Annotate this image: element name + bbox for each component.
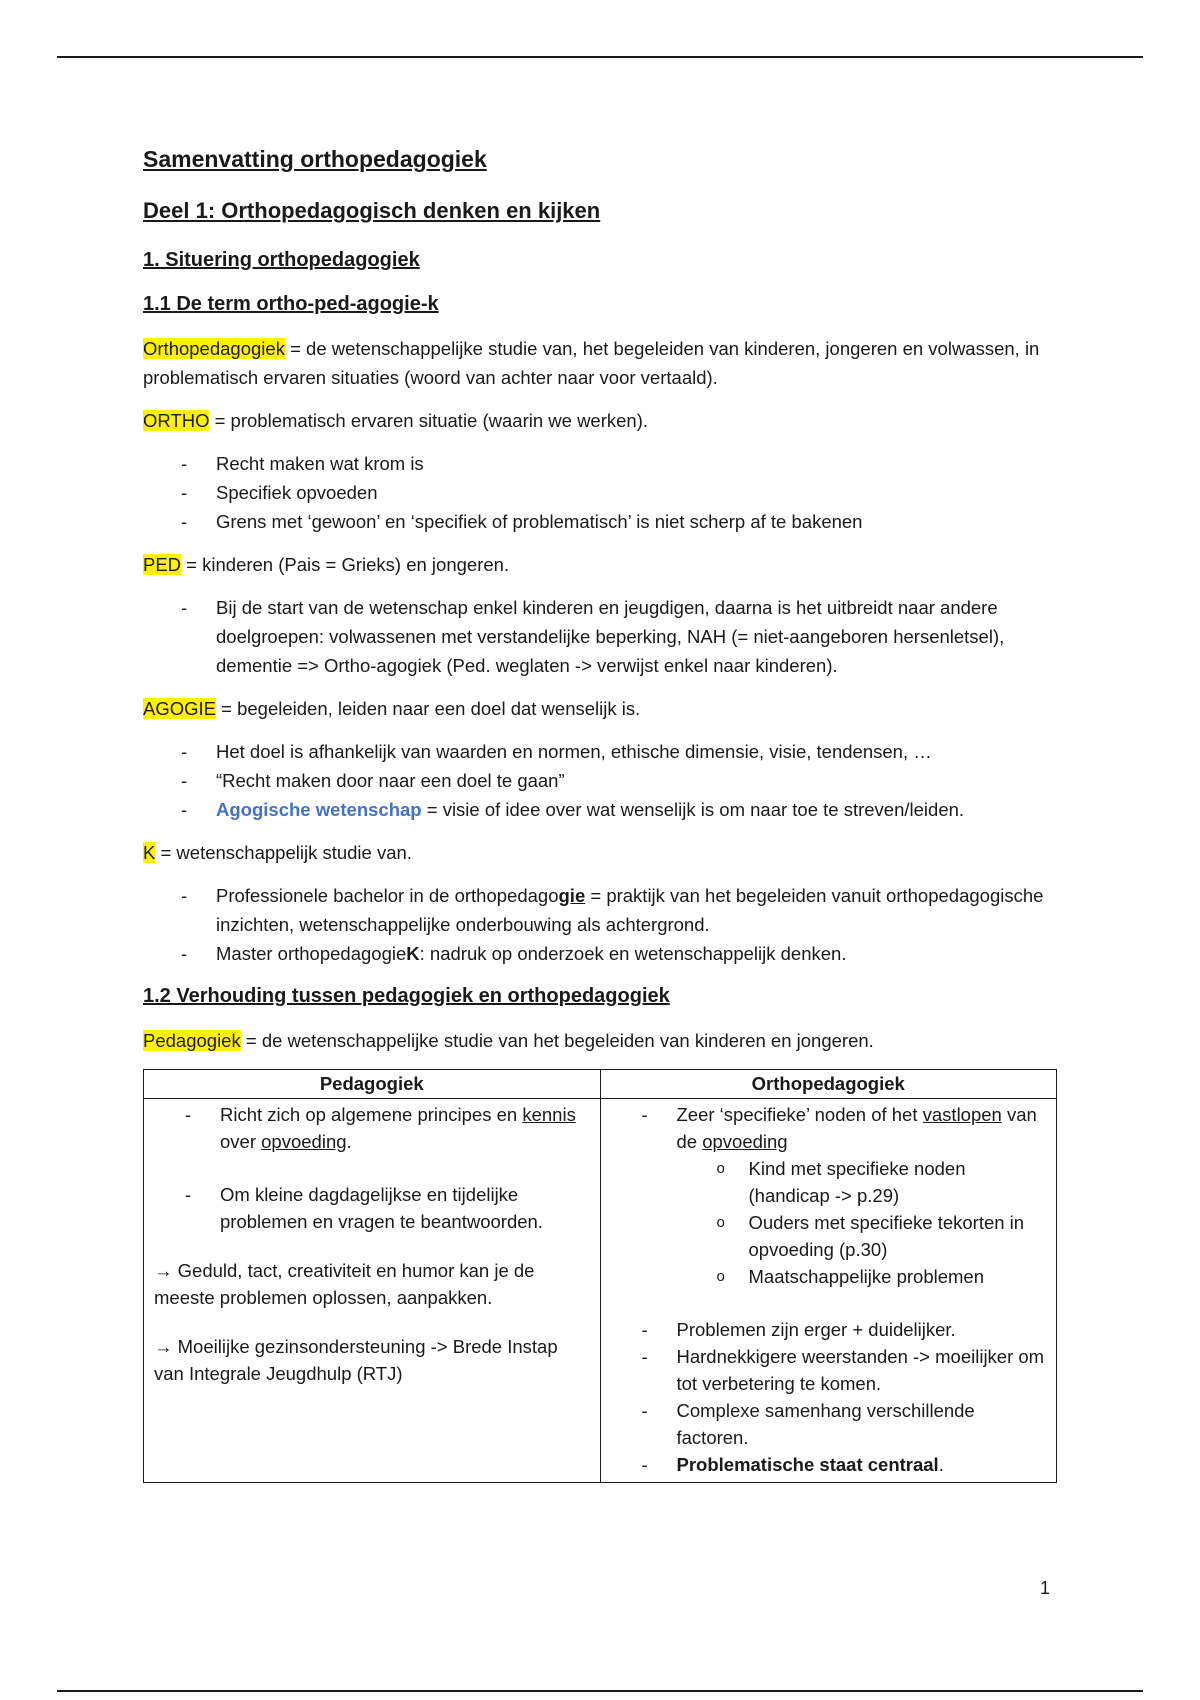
footer-rule	[57, 1690, 1143, 1692]
table-cell-orthopedagogiek	[600, 1099, 1057, 1483]
highlighted-term: Pedagogiek	[143, 1030, 241, 1051]
underlined-word: vastlopen	[922, 1104, 1002, 1125]
text-part: van de	[676, 1104, 1037, 1152]
definition-text: = problematisch ervaren situatie (waarin we werken).	[209, 410, 649, 431]
list-item: - “Recht maken door naar een doel te gaan”	[216, 766, 1063, 795]
underlined-word: opvoeding	[702, 1131, 788, 1152]
sub-list-item: o Kind met specifieke noden (handicap -> p.29)	[749, 1155, 1047, 1209]
text-part: Master orthopedagogie	[216, 943, 407, 964]
list-item: - Het doel is afhankelijk van waarden en normen, ethische dimensie, visie, tendensen, …	[216, 737, 1063, 766]
text-part: .	[346, 1131, 352, 1152]
text-part: .	[938, 1454, 944, 1475]
section-heading-1-1: 1.1 De term ortho-ped-agogie-k	[143, 293, 439, 315]
definition-agogie	[143, 694, 1063, 723]
text-part: Professionele bachelor in de orthopedago	[216, 885, 559, 906]
sub-list	[677, 1155, 1047, 1290]
blue-term: Agogische wetenschap	[216, 799, 422, 820]
highlighted-term: PED	[143, 554, 182, 575]
definition-text: = kinderen (Pais = Grieks) en jongeren.	[181, 554, 510, 575]
text-part: = praktijk van het begeleiden vanuit orthopedagogische inzichten, wetenschappelijke onderbouwing als achtergrond.	[216, 885, 1044, 935]
highlighted-term: Orthopedagogiek	[143, 338, 285, 359]
page-number: 1	[1040, 1578, 1051, 1598]
agogie-list	[143, 737, 1063, 824]
definition-pedagogiek	[143, 1026, 1063, 1055]
list-item	[677, 1101, 1047, 1290]
list-item: - Hardnekkigere weerstanden -> moeilijker om tot verbetering te komen.	[677, 1343, 1047, 1397]
highlighted-term: AGOGIE	[143, 698, 216, 719]
bold-text: Problematische staat centraal	[676, 1454, 939, 1475]
definition-orthopedagogiek	[143, 334, 1063, 392]
sub-list-item: o Maatschappelijke problemen	[749, 1263, 1047, 1290]
k-list	[143, 881, 1063, 968]
definition-text: = de wetenschappelijke studie van, het begeleiden van kinderen, jongeren en volwassen, in problematisch ervaren situaties (woord van achter naar voor vertaald).	[143, 338, 1040, 388]
document-page	[143, 144, 1063, 1483]
text-part: : nadruk op onderzoek en wetenschappelijk denken.	[419, 943, 847, 964]
ped-list	[143, 593, 1063, 680]
ortho-list	[143, 449, 1063, 536]
definition-ped	[143, 550, 1063, 579]
list-item: - Om kleine dagdagelijkse en tijdelijke problemen en vragen te beantwoorden.	[220, 1181, 590, 1235]
definition-text: = wetenschappelijk studie van.	[155, 842, 412, 863]
text-part: Zeer ‘specifieke’ noden of het	[676, 1104, 923, 1125]
definition-k	[143, 838, 1063, 867]
list-item	[220, 1101, 590, 1155]
sub-list-item: o Ouders met specifieke tekorten in opvoeding (p.30)	[749, 1209, 1047, 1263]
list-item	[677, 1451, 1047, 1478]
table-cell-pedagogiek	[144, 1099, 601, 1483]
text-part: Richt zich op algemene principes en	[220, 1104, 523, 1125]
emphasis: K	[406, 943, 420, 964]
header-rule	[57, 56, 1143, 58]
table-header-orthopedagogiek: Orthopedagogiek	[600, 1070, 1057, 1099]
definition-ortho	[143, 406, 1063, 435]
underlined-word: kennis	[522, 1104, 576, 1125]
table-header-pedagogiek: Pedagogiek	[144, 1070, 601, 1099]
underlined-word: opvoeding	[261, 1131, 347, 1152]
list-item	[216, 795, 1063, 824]
section-heading-1: 1. Situering orthopedagogiek	[143, 249, 420, 271]
highlighted-term: K	[143, 842, 156, 863]
definition-text: = de wetenschappelijke studie van het begeleiden van kinderen en jongeren.	[240, 1030, 874, 1051]
part-heading: Deel 1: Orthopedagogisch denken en kijken	[143, 198, 601, 223]
list-item: - Complexe samenhang verschillende factoren.	[677, 1397, 1047, 1451]
comparison-table	[143, 1069, 1057, 1483]
list-item: - Specifiek opvoeden	[216, 478, 1063, 507]
list-item	[216, 881, 1063, 939]
list-item: - Recht maken wat krom is	[216, 449, 1063, 478]
document-title: Samenvatting orthopedagogiek	[143, 146, 487, 172]
orthopedagogiek-list	[611, 1101, 1047, 1478]
list-item: - Bij de start van de wetenschap enkel kinderen en jeugdigen, daarna is het uitbreidt naar andere doelgroepen: volwassenen met verstandelijke beperking, NAH (= niet-aangeboren hersenletsel), dementie => Ortho-agogiek (Ped. weglaten -> verwijst enkel naar kinderen).	[216, 593, 1063, 680]
list-item: - Problemen zijn erger + duidelijker.	[677, 1316, 1047, 1343]
list-item-text: = visie of idee over wat wenselijk is om naar toe te streven/leiden.	[421, 799, 965, 820]
list-item	[216, 939, 1063, 968]
text-part: over	[220, 1131, 262, 1152]
list-item: - Grens met ‘gewoon’ en ‘specifiek of problematisch’ is niet scherp af te bakenen	[216, 507, 1063, 536]
definition-text: = begeleiden, leiden naar een doel dat wenselijk is.	[216, 698, 641, 719]
pedagogiek-list	[154, 1101, 590, 1235]
arrow-note: → Geduld, tact, creativiteit en humor kan je de meeste problemen oplossen, aanpakken.	[154, 1260, 535, 1308]
emphasis: gie	[558, 885, 586, 906]
section-heading-1-2: 1.2 Verhouding tussen pedagogiek en orthopedagogiek	[143, 985, 670, 1007]
arrow-note: → Moeilijke gezinsondersteuning -> Brede Instap van Integrale Jeugdhulp (RTJ)	[154, 1336, 558, 1384]
highlighted-term: ORTHO	[143, 410, 210, 431]
